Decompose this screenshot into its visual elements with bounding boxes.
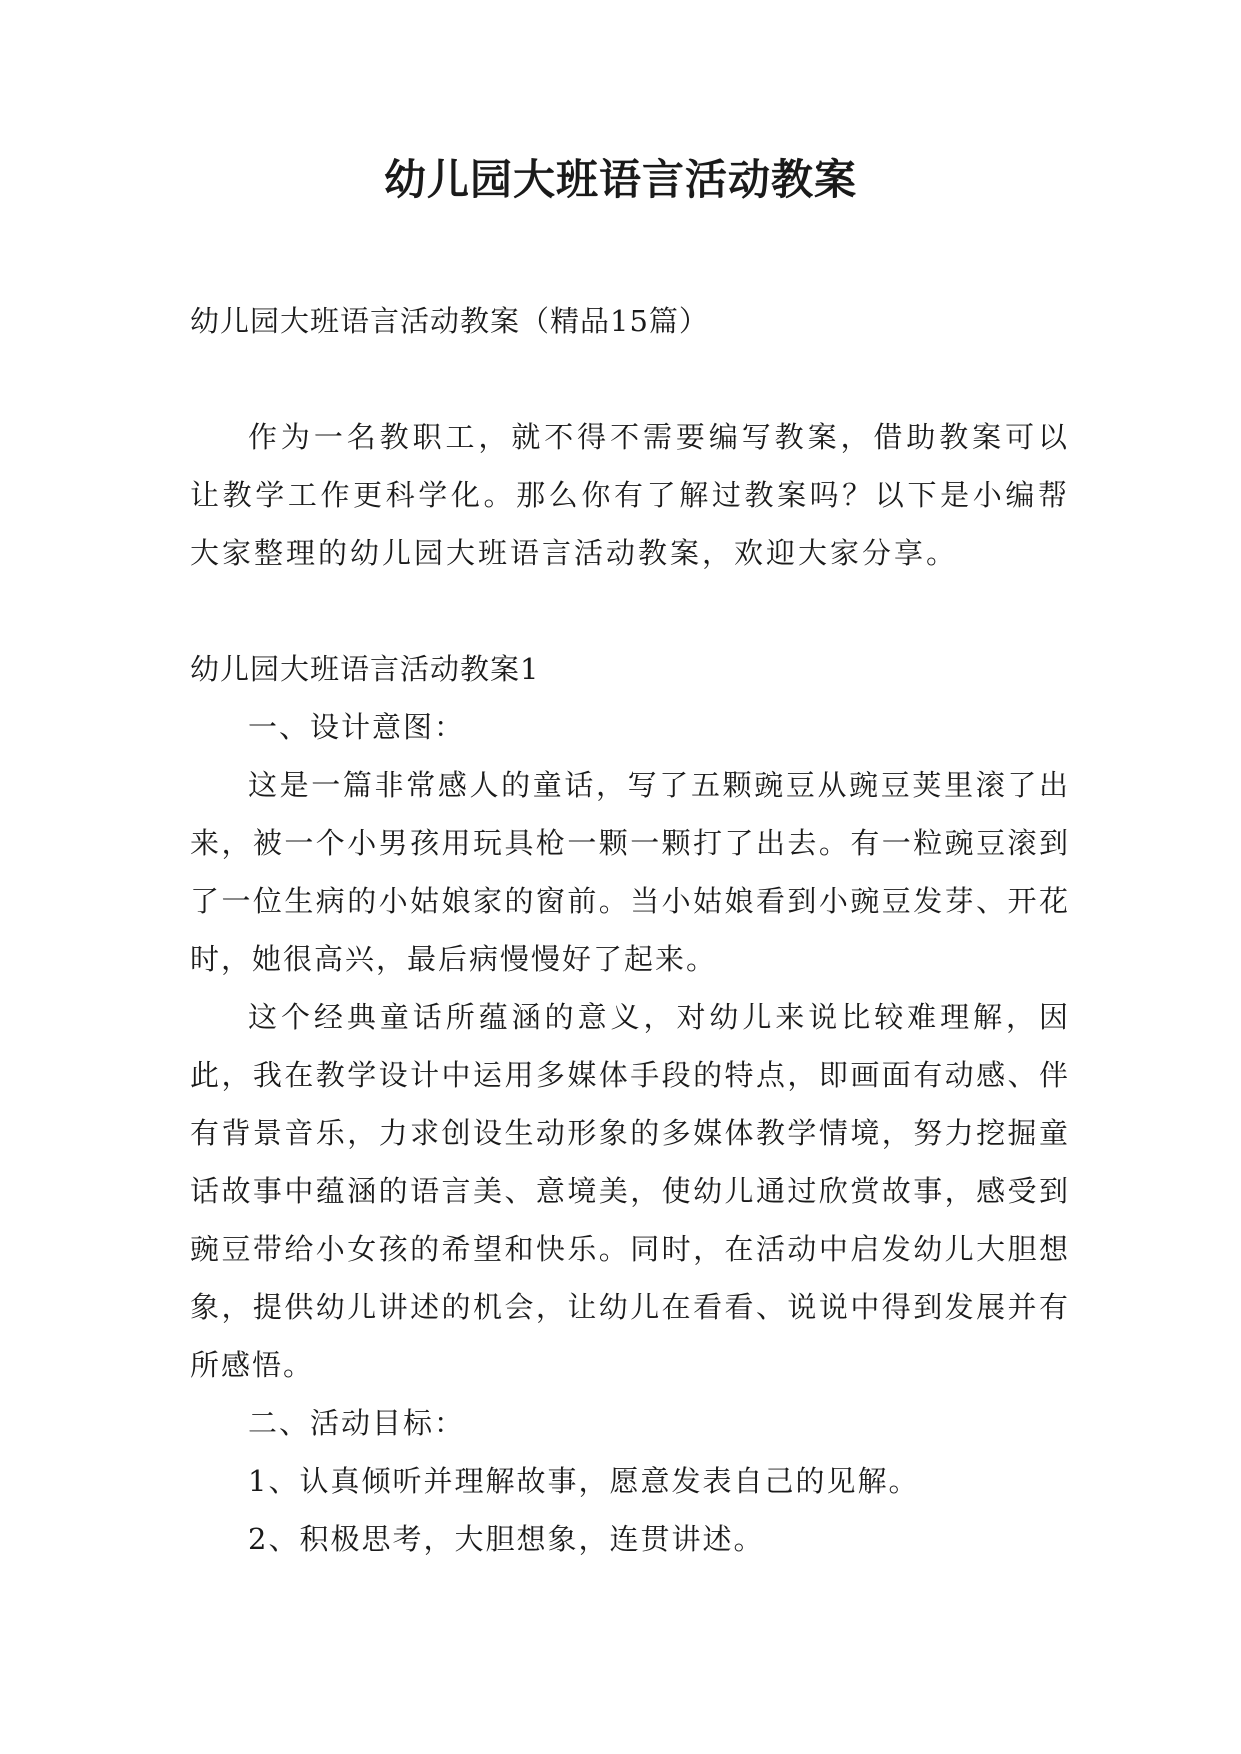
- goal-item-1: 1、认真倾听并理解故事，愿意发表自己的见解。: [248, 1464, 920, 1498]
- document-body: [190, 292, 1070, 1568]
- document-title: 幼儿园大班语言活动教案: [383, 155, 857, 204]
- design-paragraph-1: 这是一篇非常感人的童话，写了五颗豌豆从豌豆荚里滚了出来，被一个小男孩用玩具枪一颗一颗打了出去。有一粒豌豆滚到了一位生病的小姑娘家的窗前。当小姑娘看到小豌豆发芽、开花时，她很高兴，最后病慢慢好了起来。: [190, 768, 1070, 976]
- goal-heading: 二、活动目标：: [248, 1406, 466, 1440]
- goal-item-2: 2、积极思考，大胆想象，连贯讲述。: [248, 1522, 765, 1556]
- design-paragraph-2: 这个经典童话所蕴涵的意义，对幼儿来说比较难理解，因此，我在教学设计中运用多媒体手段的特点，即画面有动感、伴有背景音乐，力求创设生动形象的多媒体教学情境，努力挖掘童话故事中蕴涵的语言美、意境美，使幼儿通过欣赏故事，感受到豌豆带给小女孩的希望和快乐。同时，在活动中启发幼儿大胆想象，提供幼儿讲述的机会，让幼儿在看看、说说中得到发展并有所感悟。: [190, 1000, 1070, 1382]
- document-subtitle: 幼儿园大班语言活动教案（精品15篇）: [190, 304, 709, 338]
- design-heading: 一、设计意图：: [248, 710, 466, 744]
- intro-paragraph: 作为一名教职工，就不得不需要编写教案，借助教案可以让教学工作更科学化。那么你有了解过教案吗？以下是小编帮大家整理的幼儿园大班语言活动教案，欢迎大家分享。: [190, 420, 1070, 570]
- section-heading: 幼儿园大班语言活动教案1: [190, 652, 540, 686]
